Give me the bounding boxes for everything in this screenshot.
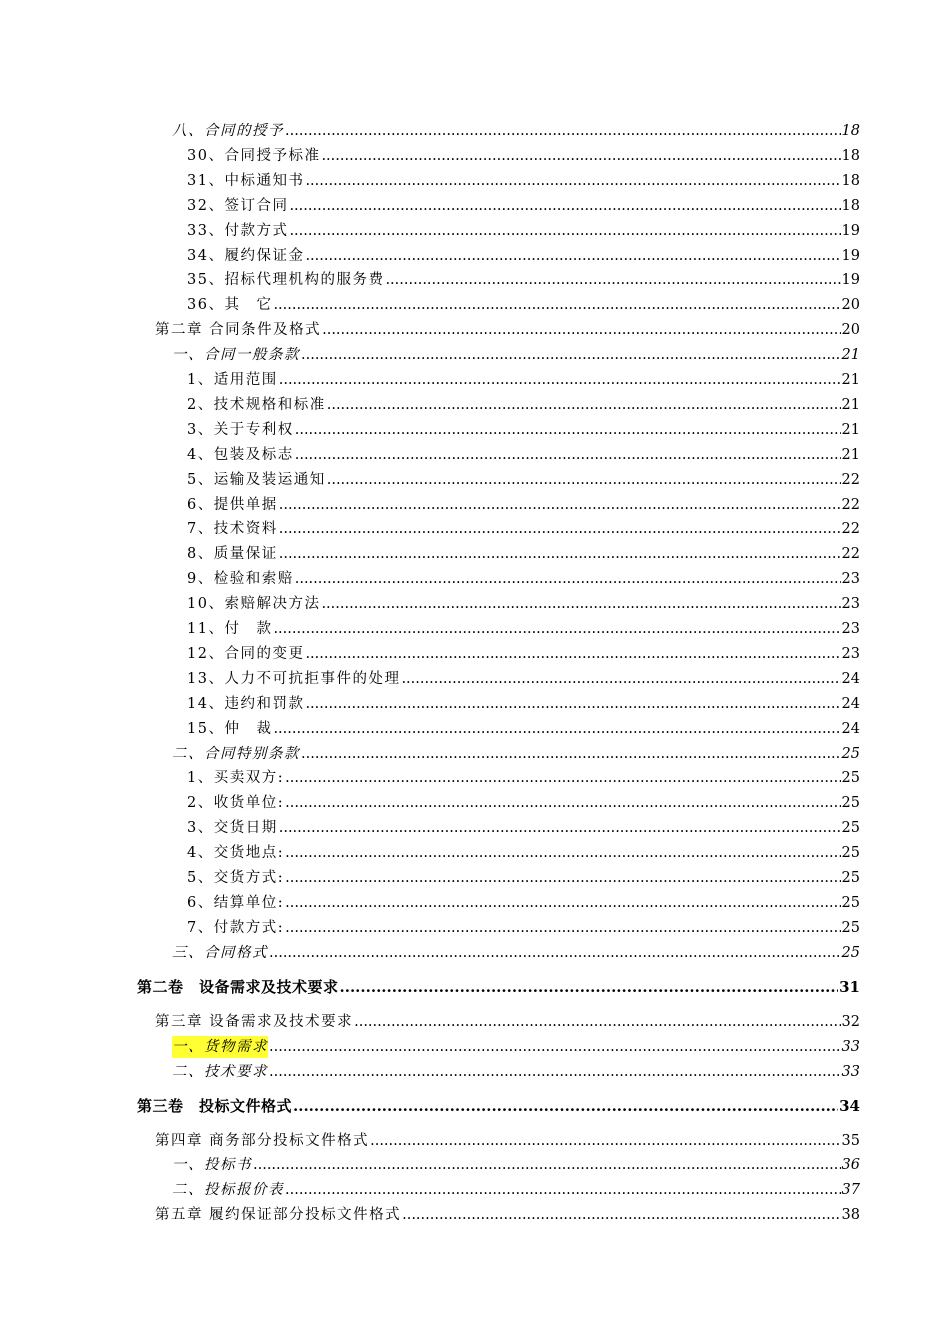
toc-entry[interactable] — [187, 842, 860, 864]
dot-leader — [285, 867, 840, 889]
toc-entry[interactable] — [155, 319, 860, 341]
toc-entry-page-number: 21 — [841, 421, 860, 438]
toc-entry-page-number: 36 — [841, 1157, 860, 1174]
toc-entry-page-number: 19 — [841, 272, 860, 289]
toc-entry[interactable] — [172, 120, 860, 142]
toc-entry[interactable] — [187, 543, 860, 565]
toc-entry-title: 10、索赔解决方法 — [187, 596, 321, 613]
toc-entry[interactable] — [172, 743, 860, 765]
dot-leader — [269, 1036, 841, 1058]
toc-entry-page-number: 21 — [841, 446, 860, 463]
toc-entry-page-number: 21 — [841, 372, 860, 388]
dot-leader — [327, 469, 841, 491]
toc-entry[interactable] — [187, 767, 860, 789]
dot-leader — [269, 942, 841, 964]
dot-leader — [253, 1154, 841, 1176]
toc-entry-page-number: 31 — [839, 977, 860, 996]
toc-entry-title: 36、其 它 — [187, 297, 273, 314]
toc-entry-page-number: 25 — [841, 919, 860, 936]
toc-entry-title: 第二卷 设备需求及技术要求 — [137, 977, 339, 996]
dot-leader — [285, 792, 840, 814]
toc-entry[interactable] — [172, 1036, 860, 1058]
dot-leader — [322, 319, 840, 341]
dot-leader — [295, 444, 841, 466]
toc-entry[interactable] — [187, 419, 860, 441]
toc-entry-title: 7、技术资料 — [187, 521, 278, 538]
toc-entry-page-number: 23 — [841, 596, 860, 613]
toc-entry-title: 34、履约保证金 — [187, 247, 305, 264]
toc-entry[interactable] — [187, 245, 860, 267]
toc-entry[interactable] — [137, 1095, 860, 1117]
dot-leader — [295, 568, 841, 590]
toc-entry-title: 一、投标书 — [172, 1157, 252, 1174]
dot-leader — [301, 743, 841, 765]
toc-entry-title: 5、运输及装运通知 — [187, 471, 326, 488]
dot-leader — [279, 817, 841, 839]
toc-entry-title: 32、签订合同 — [187, 197, 289, 214]
toc-entry-page-number: 25 — [841, 820, 860, 837]
toc-entry-page-number: 24 — [841, 670, 860, 687]
toc-entry-title: 二、投标报价表 — [172, 1182, 284, 1199]
toc-entry-page-number: 25 — [841, 944, 860, 961]
toc-entry-title: 八、合同的授予 — [172, 123, 284, 139]
dot-leader — [305, 693, 840, 715]
toc-entry-page-number: 19 — [841, 247, 860, 264]
toc-entry-page-number: 18 — [841, 123, 860, 139]
toc-entry[interactable] — [172, 1154, 860, 1176]
toc-entry-title: 第四章 商务部分投标文件格式 — [155, 1132, 370, 1149]
dot-leader — [370, 1130, 840, 1152]
toc-entry-title: 11、付 款 — [187, 621, 273, 637]
toc-entry[interactable] — [137, 976, 860, 998]
toc-entry-title: 二、技术要求 — [172, 1063, 268, 1080]
toc-entry-title: 2、收货单位: — [187, 795, 285, 812]
dot-leader — [305, 170, 840, 192]
dot-leader — [279, 543, 841, 565]
toc-entry[interactable] — [187, 170, 860, 192]
toc-entry-title: 35、招标代理机构的服务费 — [187, 272, 385, 289]
dot-leader — [273, 618, 840, 640]
dot-leader — [285, 120, 841, 142]
toc-entry[interactable] — [187, 518, 860, 540]
toc-entry-title: 7、付款方式: — [187, 919, 285, 936]
dot-leader — [305, 245, 840, 267]
toc-entry-page-number: 20 — [841, 322, 860, 339]
toc-entry[interactable] — [187, 593, 860, 615]
dot-leader — [305, 643, 840, 665]
toc-entry-page-number: 22 — [841, 546, 860, 563]
toc-entry-page-number: 38 — [841, 1207, 860, 1224]
toc-entry[interactable] — [187, 817, 860, 839]
toc-entry-page-number: 25 — [841, 795, 860, 812]
toc-entry-title: 9、检验和索赔 — [187, 571, 294, 588]
toc-entry[interactable] — [187, 892, 860, 914]
toc-entry-title: 第五章 履约保证部分投标文件格式 — [155, 1207, 402, 1224]
toc-entry-page-number: 23 — [841, 621, 860, 637]
toc-entry-page-number: 24 — [841, 720, 860, 737]
toc-entry[interactable] — [187, 145, 860, 167]
toc-entry-page-number: 23 — [841, 645, 860, 662]
toc-entry-title: 1、买卖双方: — [187, 770, 285, 787]
toc-entry[interactable] — [172, 942, 860, 964]
dot-leader — [402, 1204, 840, 1226]
toc-entry[interactable] — [187, 394, 860, 416]
toc-entry-page-number: 23 — [841, 571, 860, 588]
toc-entry[interactable] — [155, 1204, 860, 1226]
toc-entry[interactable] — [187, 294, 860, 316]
toc-entry[interactable] — [187, 568, 860, 590]
toc-entry[interactable] — [172, 1179, 860, 1201]
toc-entry-page-number: 18 — [841, 172, 860, 189]
toc-entry-title: 5、交货方式: — [187, 870, 285, 886]
dot-leader — [279, 518, 841, 540]
toc-entry-page-number: 25 — [841, 870, 860, 886]
toc-entry-title: 12、合同的变更 — [187, 645, 305, 662]
dot-leader — [321, 593, 840, 615]
dot-leader — [289, 220, 840, 242]
dot-leader — [385, 269, 840, 291]
toc-entry-title: 三、合同格式 — [172, 944, 268, 961]
toc-entry-page-number: 32 — [841, 1013, 860, 1030]
toc-entry[interactable] — [187, 867, 860, 889]
toc-entry-title: 6、提供单据 — [187, 496, 278, 513]
dot-leader — [327, 394, 841, 416]
toc-entry-title: 2、技术规格和标准 — [187, 396, 326, 413]
toc-entry-page-number: 18 — [841, 197, 860, 214]
toc-entry-title: 3、关于专利权 — [187, 421, 294, 438]
toc-entry-title: 33、付款方式 — [187, 222, 289, 239]
toc-entry[interactable] — [187, 444, 860, 466]
toc-entry-page-number: 33 — [841, 1063, 860, 1080]
toc-entry-page-number: 18 — [841, 147, 860, 164]
toc-entry-page-number: 21 — [841, 347, 860, 364]
toc-entry-page-number: 25 — [841, 845, 860, 862]
dot-leader — [279, 369, 841, 391]
toc-entry-page-number: 35 — [841, 1132, 860, 1149]
toc-entry[interactable] — [187, 369, 860, 391]
toc-entry-title: 13、人力不可抗拒事件的处理 — [187, 670, 401, 687]
toc-entry-title: 4、交货地点: — [187, 845, 285, 862]
toc-entry-title: 第二章 合同条件及格式 — [155, 322, 322, 339]
toc-entry-page-number: 33 — [841, 1038, 860, 1055]
dot-leader — [354, 1011, 840, 1033]
dot-leader — [295, 419, 841, 441]
toc-entry-page-number: 24 — [841, 695, 860, 712]
dot-leader — [269, 1061, 841, 1083]
dot-leader — [279, 494, 841, 516]
toc-entry-page-number: 34 — [839, 1096, 860, 1115]
dot-leader — [321, 145, 840, 167]
toc-entry-title: 二、合同特别条款 — [172, 745, 300, 762]
toc-entry-title: 第三章 设备需求及技术要求 — [155, 1013, 354, 1030]
toc-entry[interactable] — [187, 269, 860, 291]
toc-entry[interactable] — [187, 195, 860, 217]
dot-leader — [285, 767, 840, 789]
dot-leader — [273, 294, 840, 316]
toc-entry[interactable] — [187, 668, 860, 690]
toc-entry-title: 6、结算单位: — [187, 894, 285, 911]
dot-leader — [293, 1095, 838, 1117]
toc-entry-page-number: 19 — [841, 222, 860, 239]
toc-entry[interactable] — [187, 693, 860, 715]
toc-entry[interactable] — [172, 344, 860, 366]
toc-entry[interactable] — [187, 718, 860, 740]
toc-entry-title: 3、交货日期 — [187, 820, 278, 837]
toc-entry-page-number: 20 — [841, 297, 860, 314]
toc-entry[interactable] — [187, 220, 860, 242]
toc-entry[interactable] — [187, 792, 860, 814]
toc-entry-page-number: 21 — [841, 396, 860, 413]
toc-entry-page-number: 22 — [841, 521, 860, 538]
toc-entry[interactable] — [187, 618, 860, 640]
toc-entry[interactable] — [187, 917, 860, 939]
toc-entry-title: 14、违约和罚款 — [187, 695, 305, 712]
dot-leader — [285, 917, 840, 939]
toc-entry[interactable] — [155, 1011, 860, 1033]
dot-leader — [285, 842, 840, 864]
dot-leader — [285, 1179, 841, 1201]
dot-leader — [401, 668, 840, 690]
toc-entry[interactable] — [155, 1130, 860, 1152]
dot-leader — [285, 892, 840, 914]
toc-entry-title: 第三卷 投标文件格式 — [137, 1096, 293, 1115]
toc-entry[interactable] — [187, 494, 860, 516]
dot-leader — [289, 195, 840, 217]
toc-entry-page-number: 25 — [841, 894, 860, 911]
toc-entry[interactable] — [187, 643, 860, 665]
toc-entry-page-number: 25 — [841, 745, 860, 762]
toc-entry-title: 15、仲 裁 — [187, 720, 273, 737]
toc-entry-title: 4、包装及标志 — [187, 446, 294, 463]
dot-leader — [301, 344, 841, 366]
dot-leader — [273, 718, 840, 740]
toc-entry-title: 8、质量保证 — [187, 546, 278, 563]
toc-entry-page-number: 25 — [841, 770, 860, 787]
toc-entry-page-number: 22 — [841, 496, 860, 513]
toc-entry-title: 1、适用范围 — [187, 372, 278, 388]
dot-leader — [340, 976, 839, 998]
toc-entry-title: 30、合同授予标准 — [187, 147, 321, 164]
toc-entry-page-number: 22 — [841, 471, 860, 488]
toc-entry-title: 一、货物需求 — [172, 1036, 268, 1058]
toc-entry-title: 一、合同一般条款 — [172, 347, 300, 364]
toc-entry[interactable] — [187, 469, 860, 491]
toc-entry-title: 31、中标通知书 — [187, 172, 305, 189]
toc-entry-page-number: 37 — [841, 1182, 860, 1199]
toc-entry[interactable] — [172, 1061, 860, 1083]
